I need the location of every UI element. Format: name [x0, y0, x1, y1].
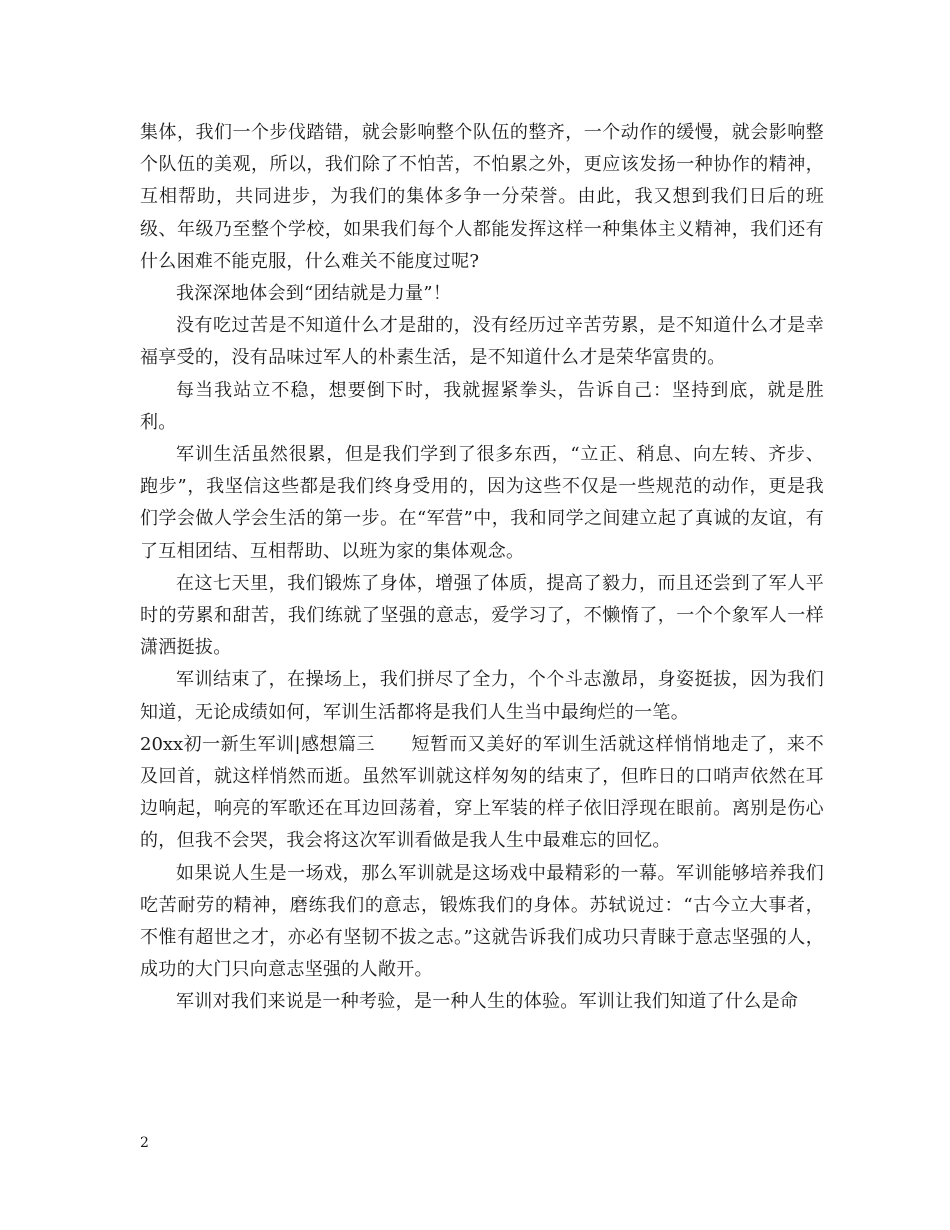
paragraph-9: 如果说人生是一场戏，那么军训就是这场戏中最精彩的一幕。军训能够培养我们吃苦耐劳的精神，磨练我们的意志，锻炼我们的身体。苏轼说过：“古今立大事者，不惟有超世之才，亦必有坚韧不拔之志。”这就告诉我们成功只青睐于意志坚强的人，成功的大门只向意志坚强的人敞开。 — [140, 862, 824, 981]
body-text — [140, 117, 824, 1019]
paragraph-6: 在这七天里，我们锻炼了身体，增强了体质，提高了毅力，而且还尝到了军人平时的劳累和甜苦，我们练就了坚强的意志，爱学习了，不懒惰了，一个个象军人一样潇洒挺拔。 — [140, 572, 824, 659]
paragraph-10: 军训对我们来说是一种考验，是一种人生的体验。军训让我们知道了什么是命 — [176, 991, 799, 1013]
paragraph-5: 军训生活虽然很累，但是我们学到了很多东西，“立正、稍息、向左转、齐步、跑步”，我坚信这些都是我们终身受用的，因为这些不仅是一些规范的动作，更是我们学会做人学会生活的第一步。在“军营”中，我和同学之间建立起了真诚的友谊，有了互相团结、互相帮助、以班为家的集体观念。 — [140, 444, 824, 562]
section-first-paragraph: 短暂而又美好的军训生活就这样悄悄地走了，来不及回首，就这样悄然而逝。虽然军训就这样匆匆的结束了，但昨日的口哨声依然在耳边响起，响亮的军歌还在耳边回荡着，穿上军装的样子依旧浮现在眼前。离别是伤心的，但我不会哭，我会将这次军训看做是我人生中最难忘的回忆。 — [140, 733, 824, 852]
page-number: 2 — [140, 1135, 149, 1151]
paragraph-3: 没有吃过苦是不知道什么才是甜的，没有经历过辛苦劳累，是不知道什么才是幸福享受的，没有品味过军人的朴素生活，是不知道什么才是荣华富贵的。 — [140, 315, 824, 369]
paragraph-7: 军训结束了，在操场上，我们拼尽了全力，个个斗志激昂，身姿挺拔，因为我们知道，无论成绩如何，军训生活都将是我们人生当中最绚烂的一笔。 — [140, 669, 824, 723]
paragraph-4: 每当我站立不稳，想要倒下时，我就握紧拳头，告诉自己：坚持到底，就是胜利。 — [140, 379, 824, 433]
paragraph-1: 集体，我们一个步伐踏错，就会影响整个队伍的整齐，一个动作的缓慢，就会影响整个队伍的美观，所以，我们除了不怕苦，不怕累之外，更应该发扬一种协作的精神，互相帮助，共同进步，为我们的集体多争一分荣誉。由此，我又想到我们日后的班级、年级乃至整个学校，如果我们每个人都能发挥这样一种集体主义精神，我们还有什么困难不能克服，什么难关不能度过呢? — [140, 122, 824, 272]
section-paragraph — [140, 729, 824, 858]
section-heading: 20xx初一新生军训|感想篇三 — [140, 733, 375, 755]
paragraph-2: 我深深地体会到“团结就是力量”！ — [176, 283, 452, 305]
